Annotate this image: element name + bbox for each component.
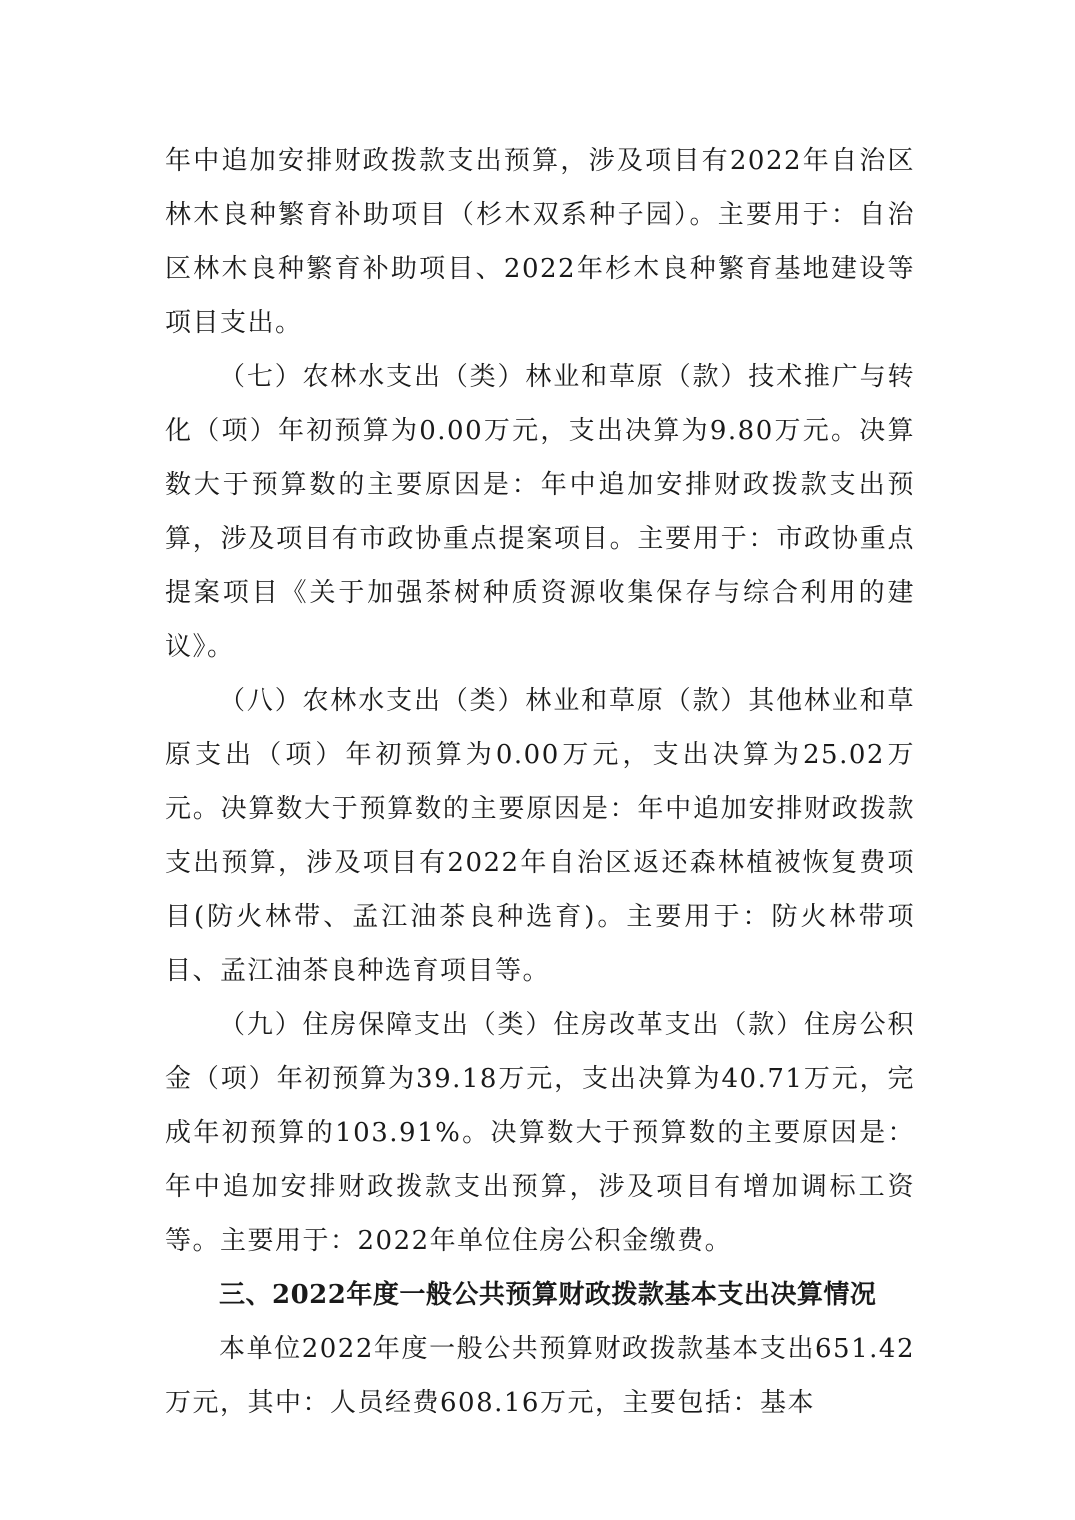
paragraph-item-8: （八）农林水支出（类）林业和草原（款）其他林业和草原支出（项）年初预算为0.00万元，支出决算为25.02万元。决算数大于预算数的主要原因是：年中追加安排财政拨款支出预算，涉及项目有2022年自治区返还森林植被恢复费项目(防火林带、孟江油茶良种选育)。主要用于：防火林带项目、孟江油茶良种选育项目等。 (165, 686, 915, 986)
paragraph-item-9: （九）住房保障支出（类）住房改革支出（款）住房公积金（项）年初预算为39.18万元，支出决算为40.71万元，完成年初预算的103.91%。决算数大于预算数的主要原因是：年中追加安排财政拨款支出预算，涉及项目有增加调标工资等。主要用于：2022年单位住房公积金缴费。 (165, 1010, 915, 1256)
paragraph-section-3: 本单位2022年度一般公共预算财政拨款基本支出651.42万元，其中：人员经费608.16万元，主要包括：基本 (165, 1334, 915, 1418)
document-body (165, 134, 915, 1430)
paragraph-continued: 年中追加安排财政拨款支出预算，涉及项目有2022年自治区林木良种繁育补助项目（杉木双系种子园）。主要用于：自治区林木良种繁育补助项目、2022年杉木良种繁育基地建设等项目支出。 (165, 146, 915, 338)
section-heading-3: 三、2022年度一般公共预算财政拨款基本支出决算情况 (219, 1280, 877, 1310)
paragraph-item-7: （七）农林水支出（类）林业和草原（款）技术推广与转化（项）年初预算为0.00万元，支出决算为9.80万元。决算数大于预算数的主要原因是：年中追加安排财政拨款支出预算，涉及项目有市政协重点提案项目。主要用于：市政协重点提案项目《关于加强茶树种质资源收集保存与综合利用的建议》。 (165, 362, 915, 662)
